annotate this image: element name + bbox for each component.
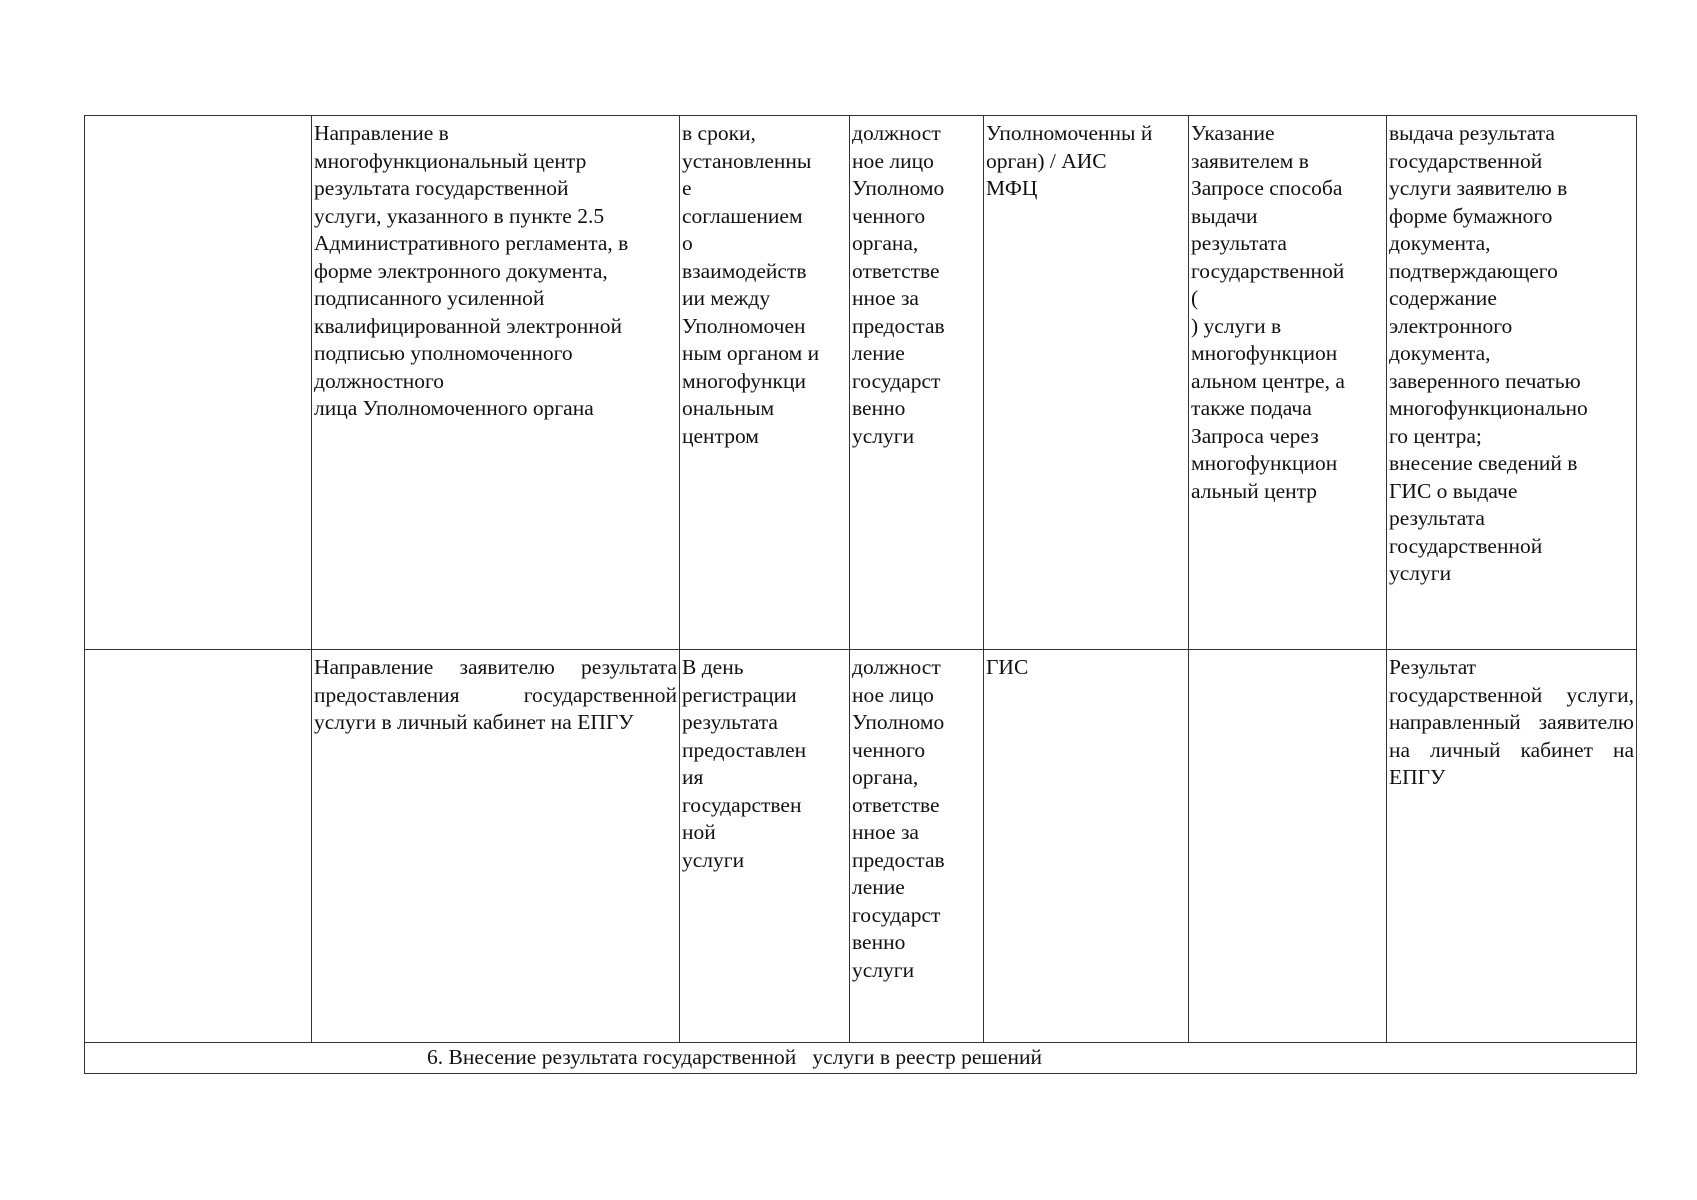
table-cell-responsible: должност ное лицо Уполномо ченного органа, ответстве нное за предостав ление государст венно услуги [850,116,984,650]
section-heading-cell [85,1043,1637,1074]
table-cell-empty [85,650,312,1043]
section-heading: 6. Внесение результата государственной услуги в реестр решений [427,1045,1042,1069]
table-row [85,650,1637,1043]
table-cell-empty [85,116,312,650]
document-table [84,115,1637,1074]
table-row [85,1043,1637,1074]
table-cell-system: ГИС [984,650,1189,1043]
table-cell-criteria: Указание заявителем в Запросе способа выдачи результата государственной ( ) услуги в многофункцион альном центре, а также подача Запроса через многофункцион альный центр [1189,116,1387,650]
table-cell-action: Направление заявителю результата предоставления государственной услуги в личный кабинет на ЕПГУ [312,650,680,1043]
table-cell-action: Направление в многофункциональный центр результата государственной услуги, указанного в пункте 2.5 Административного регламента, в форме электронного документа, подписанного усиленной квалифицированной электронной подписью уполномоченного должностного лица Уполномоченного органа [312,116,680,650]
table-cell-empty [1189,650,1387,1043]
table-cell-deadline: в сроки, установленны е соглашением о взаимодейств ии между Уполномочен ным органом и многофункци ональным центром [680,116,850,650]
table-row [85,116,1637,650]
table-cell-deadline: В день регистрации результата предоставлен ия государствен ной услуги [680,650,850,1043]
table-cell-system: Уполномоченны й орган) / АИС МФЦ [984,116,1189,650]
table-cell-responsible: должност ное лицо Уполномо ченного органа, ответстве нное за предостав ление государст венно услуги [850,650,984,1043]
table-cell-result: выдача результата государственной услуги заявителю в форме бумажного документа, подтверждающего содержание электронного документа, заверенного печатью многофункционально го центра; внесение сведений в ГИС о выдаче результата государственной услуги [1387,116,1637,650]
table-cell-result: Результат государственной услуги, направленный заявителю на личный кабинет на ЕПГУ [1387,650,1637,1043]
